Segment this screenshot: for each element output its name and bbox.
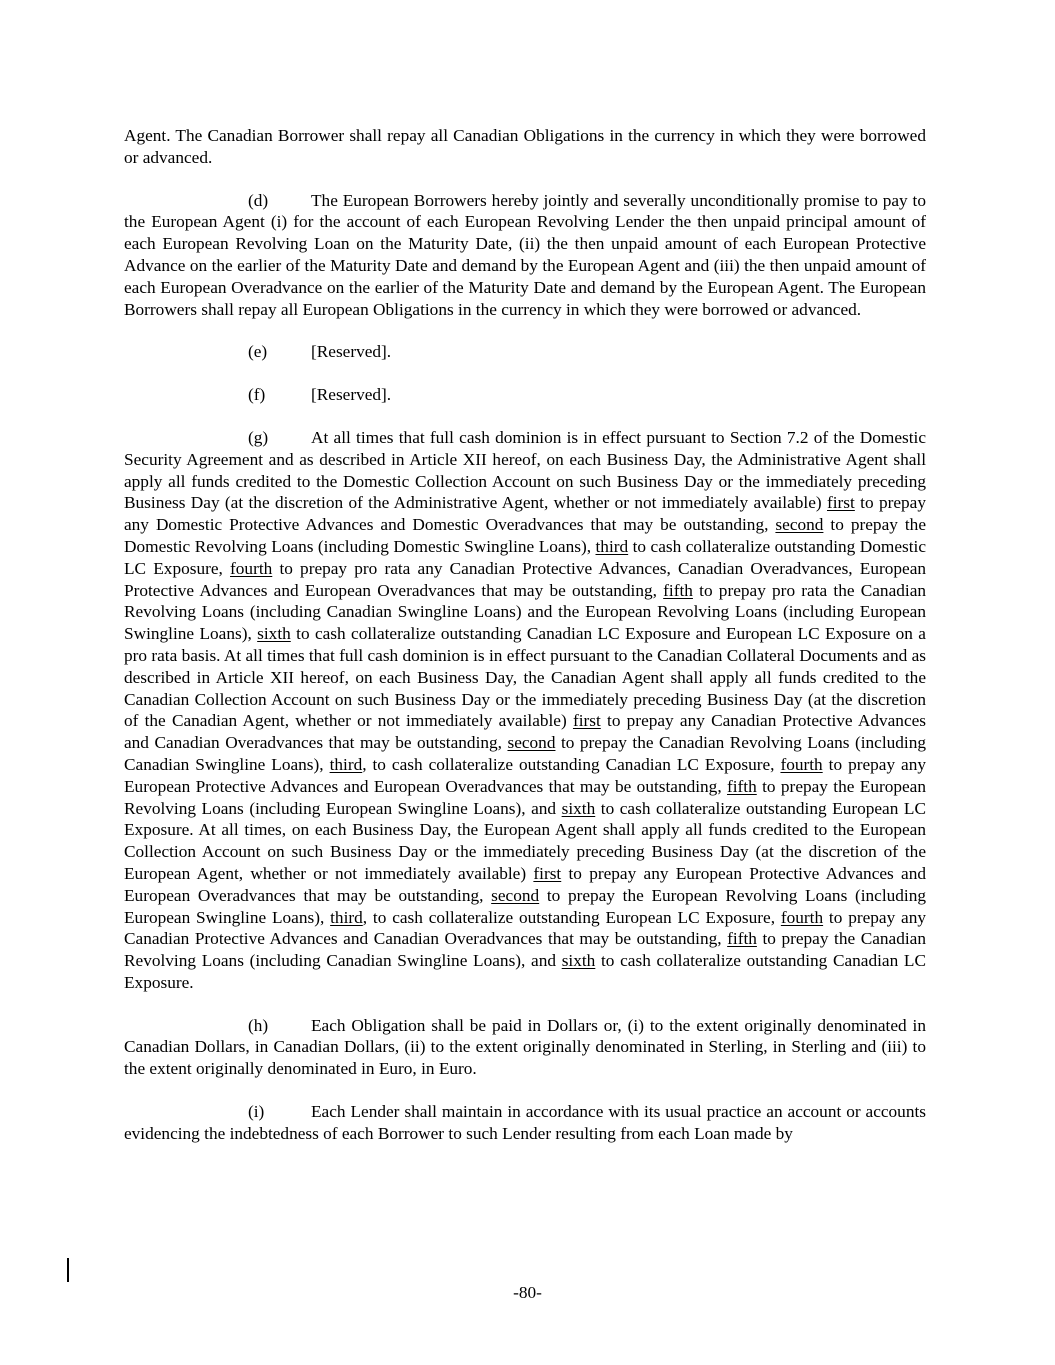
underlined-ordinal: fifth xyxy=(727,776,757,796)
paragraph-segment: to cash collateralize outstanding Canadian LC Exposure. xyxy=(124,951,926,992)
paragraph-label: (f) xyxy=(248,385,266,405)
paragraph-segment: to prepay any European Protective Advances and European Overadvances that may be outstanding, xyxy=(124,754,927,796)
paragraph-c-continuation: Agent. The Canadian Borrower shall repay all Canadian Obligations in the currency in which they were borrowed or advanced. xyxy=(124,126,926,167)
paragraph-e xyxy=(124,341,926,363)
paragraph-segment: to prepay any Canadian Protective Advances and Canadian Overadvances that may be outstanding, xyxy=(124,907,927,949)
paragraph-segment: to prepay any European Protective Advances and European Overadvances that may be outstanding, xyxy=(124,863,926,905)
paragraph-h xyxy=(124,1015,926,1080)
paragraph-segment: to prepay the Canadian Revolving Loans (including Canadian Swingline Loans), and xyxy=(124,929,926,971)
paragraph-segment: to prepay any Domestic Protective Advances and Domestic Overadvances that may be outstanding, xyxy=(124,493,926,535)
underlined-ordinal: fourth xyxy=(780,907,824,927)
paragraph-text: [Reserved]. xyxy=(311,385,392,405)
underlined-ordinal: third xyxy=(595,536,629,556)
paragraph-segment: to prepay the Domestic Revolving Loans (including Domestic Swingline Loans), xyxy=(124,515,926,556)
paragraph-segment: At all times that full cash dominion is in effect pursuant to Section 7.2 of the Domestic Security Agreement and as described in Article XII hereof, on each Business Day, the Administrative Agent shall apply all funds credited to the Domestic Collection Account on such Business Day or the immediately preceding Business Day (at the discretion of the Administrative Agent, whether or not immediately available) xyxy=(124,427,926,513)
paragraph-segment: to cash collateralize outstanding Canadian LC Exposure and European LC Exposure on a pro rata basis. At all times that full cash dominion is in effect pursuant to the Canadian Collateral Documents and as described in Article XII hereof, on each Business Day, the Canadian Agent shall apply all funds credited to the Canadian Collection Account on such Business Day or the immediately preceding Business Day (at the discretion of the Canadian Agent, whether or not immediately available) xyxy=(124,624,926,731)
paragraph-text: The European Borrowers hereby jointly and severally unconditionally promise to pay to the European Agent (i) for the account of each European Revolving Lender the then unpaid principal amount of each European Revolving Loan on the Maturity Date, (ii) the then unpaid amount of each European Protective Advance on the earlier of the Maturity Date and demand by the European Agent and (iii) the then unpaid amount of each European Overadvance on the earlier of the Maturity Date and demand by the European Agent. The European Borrowers shall repay all European Obligations in the currency in which they were borrowed or advanced. xyxy=(124,190,926,319)
paragraph-label: (i) xyxy=(248,1102,265,1122)
underlined-ordinal: fifth xyxy=(727,929,757,949)
paragraph-i xyxy=(124,1101,926,1145)
paragraph-segment: , to cash collateralize outstanding Canadian LC Exposure, xyxy=(362,754,781,774)
underlined-ordinal: sixth xyxy=(561,798,596,818)
underlined-ordinal: first xyxy=(572,711,601,731)
underlined-ordinal: second xyxy=(491,885,540,905)
underlined-ordinal: first xyxy=(533,863,562,883)
paragraph-segment: , to cash collateralize outstanding European LC Exposure, xyxy=(362,907,781,927)
underlined-ordinal: fourth xyxy=(780,754,823,774)
paragraph-segment: to prepay pro rata the Canadian Revolving Loans (including Canadian Swingline Loans) and the European Revolving Loans (including European Swingline Loans), xyxy=(124,580,926,644)
paragraph-segment: to prepay any Canadian Protective Advances and Canadian Overadvances that may be outstanding, xyxy=(124,711,927,753)
paragraph-label: (h) xyxy=(248,1015,269,1035)
page-number: -80- xyxy=(513,1283,542,1302)
paragraph-label: (d) xyxy=(248,190,269,210)
underlined-ordinal: third xyxy=(330,907,363,927)
underlined-ordinal: second xyxy=(775,515,824,535)
underlined-ordinal: fourth xyxy=(230,558,273,578)
paragraph-segment: to prepay pro rata any Canadian Protective Advances, Canadian Overadvances, European Protective Advances and European Overadvances that may be outstanding, xyxy=(124,558,927,600)
paragraph-segment: to prepay the Canadian Revolving Loans (including Canadian Swingline Loans), xyxy=(124,733,926,774)
underlined-ordinal: second xyxy=(507,733,556,753)
underlined-ordinal: fifth xyxy=(663,580,693,600)
underlined-ordinal: third xyxy=(329,754,363,774)
paragraph-text: [Reserved]. xyxy=(311,342,392,362)
paragraph-f xyxy=(124,384,926,406)
paragraph-segment: to cash collateralize outstanding European LC Exposure. At all times, on each Business Day, the European Agent shall apply all funds credited to the European Collection Account on such Business Day or the immediately preceding Business Day (at the discretion of the European Agent, whether or not immediately available) xyxy=(124,798,926,883)
paragraph-label: (g) xyxy=(248,427,269,447)
paragraph-segment: to cash collateralize outstanding Domestic LC Exposure, xyxy=(124,536,926,578)
document-body xyxy=(124,125,926,1166)
paragraph-label: (e) xyxy=(248,342,268,362)
paragraph-text: Each Obligation shall be paid in Dollars or, (i) to the extent originally denominated in Canadian Dollars, in Canadian Dollars, (ii) to the extent originally denominated in Sterling, in Sterling and (iii) to the extent originally denominated in Euro, in Euro. xyxy=(124,1015,926,1079)
revision-change-bar xyxy=(67,1258,69,1282)
underlined-ordinal: sixth xyxy=(561,951,596,971)
paragraph-segment: to prepay the European Revolving Loans (including European Swingline Loans), and xyxy=(124,776,926,818)
paragraph-g xyxy=(124,427,926,994)
paragraph-segment: to prepay the European Revolving Loans (including European Swingline Loans), xyxy=(124,885,927,927)
paragraph-d xyxy=(124,190,926,321)
paragraph-text: Each Lender shall maintain in accordance with its usual practice an account or accounts evidencing the indebtedness of each Borrower to such Lender resulting from each Loan made by xyxy=(124,1102,926,1143)
underlined-ordinal: first xyxy=(827,493,855,513)
underlined-ordinal: sixth xyxy=(257,624,291,644)
